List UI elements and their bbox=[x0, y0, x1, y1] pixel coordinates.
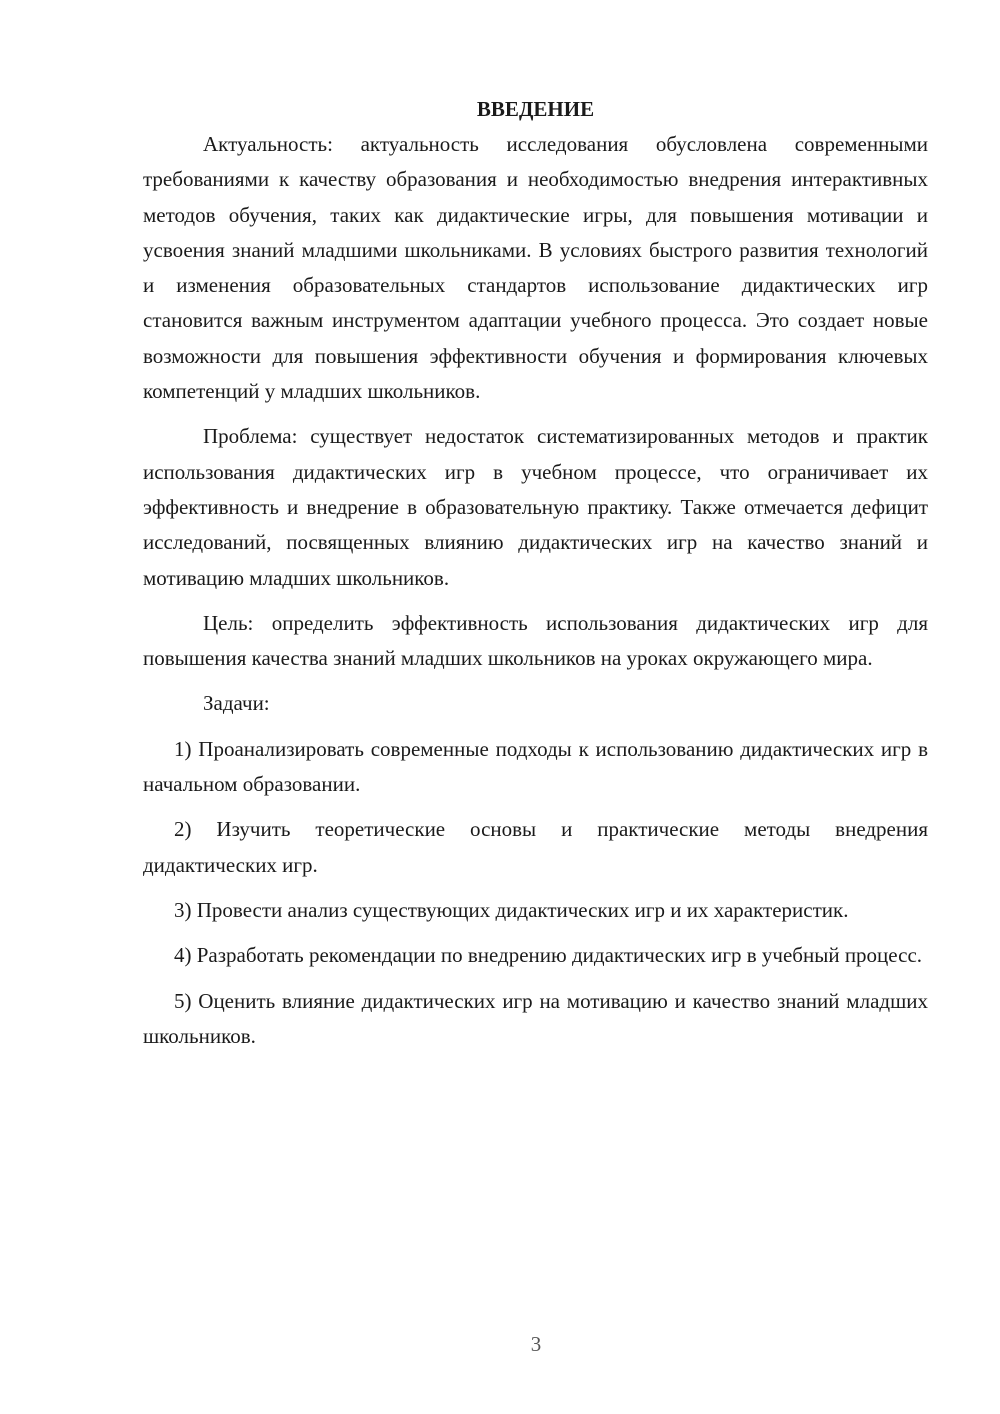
task-item-1: 1) Проанализировать современные подходы к использованию дидактических игр в начальном образовании. bbox=[143, 736, 928, 797]
section-title: ВВЕДЕНИЕ bbox=[476, 97, 595, 121]
task-item-3: 3) Провести анализ существующих дидактических игр и их характеристик. bbox=[174, 897, 849, 922]
paragraph-relevance: Актуальность: актуальность исследования обусловлена современными требованиями к качеству образования и необходимостью внедрения интерактивных методов обучения, таких как дидактические игры, для повышения мотивации и усвоения знаний младшими школьниками. В условиях быстрого развития технологий и изменения образовательных стандартов использование дидактических игр становится важным инструментом адаптации учебного процесса. Это создает новые возможности для повышения эффективности обучения и формирования ключевых компетенций у младших школьников. bbox=[143, 132, 928, 404]
page-number: 3 bbox=[530, 1332, 542, 1356]
task-item-5: 5) Оценить влияние дидактических игр на мотивацию и качество знаний младших школьников. bbox=[143, 988, 928, 1048]
tasks-heading: Задачи: bbox=[203, 691, 270, 716]
paragraph-goal: Цель: определить эффективность использования дидактических игр для повышения качества знаний младших школьников на уроках окружающего мира. bbox=[143, 610, 928, 671]
task-item-4: 4) Разработать рекомендации по внедрению дидактических игр в учебный процесс. bbox=[174, 943, 923, 968]
task-item-2: 2) Изучить теоретические основы и практические методы внедрения дидактических игр. bbox=[143, 817, 928, 877]
paragraph-problem: Проблема: существует недостаток систематизированных методов и практик использования дидактических игр в учебном процессе, что ограничивает их эффективность и внедрение в образовательную практику. Также отмечается дефицит исследований, посвященных влиянию дидактических игр на качество знаний и мотивацию младших школьников. bbox=[143, 424, 928, 590]
document-page bbox=[143, 92, 928, 1054]
